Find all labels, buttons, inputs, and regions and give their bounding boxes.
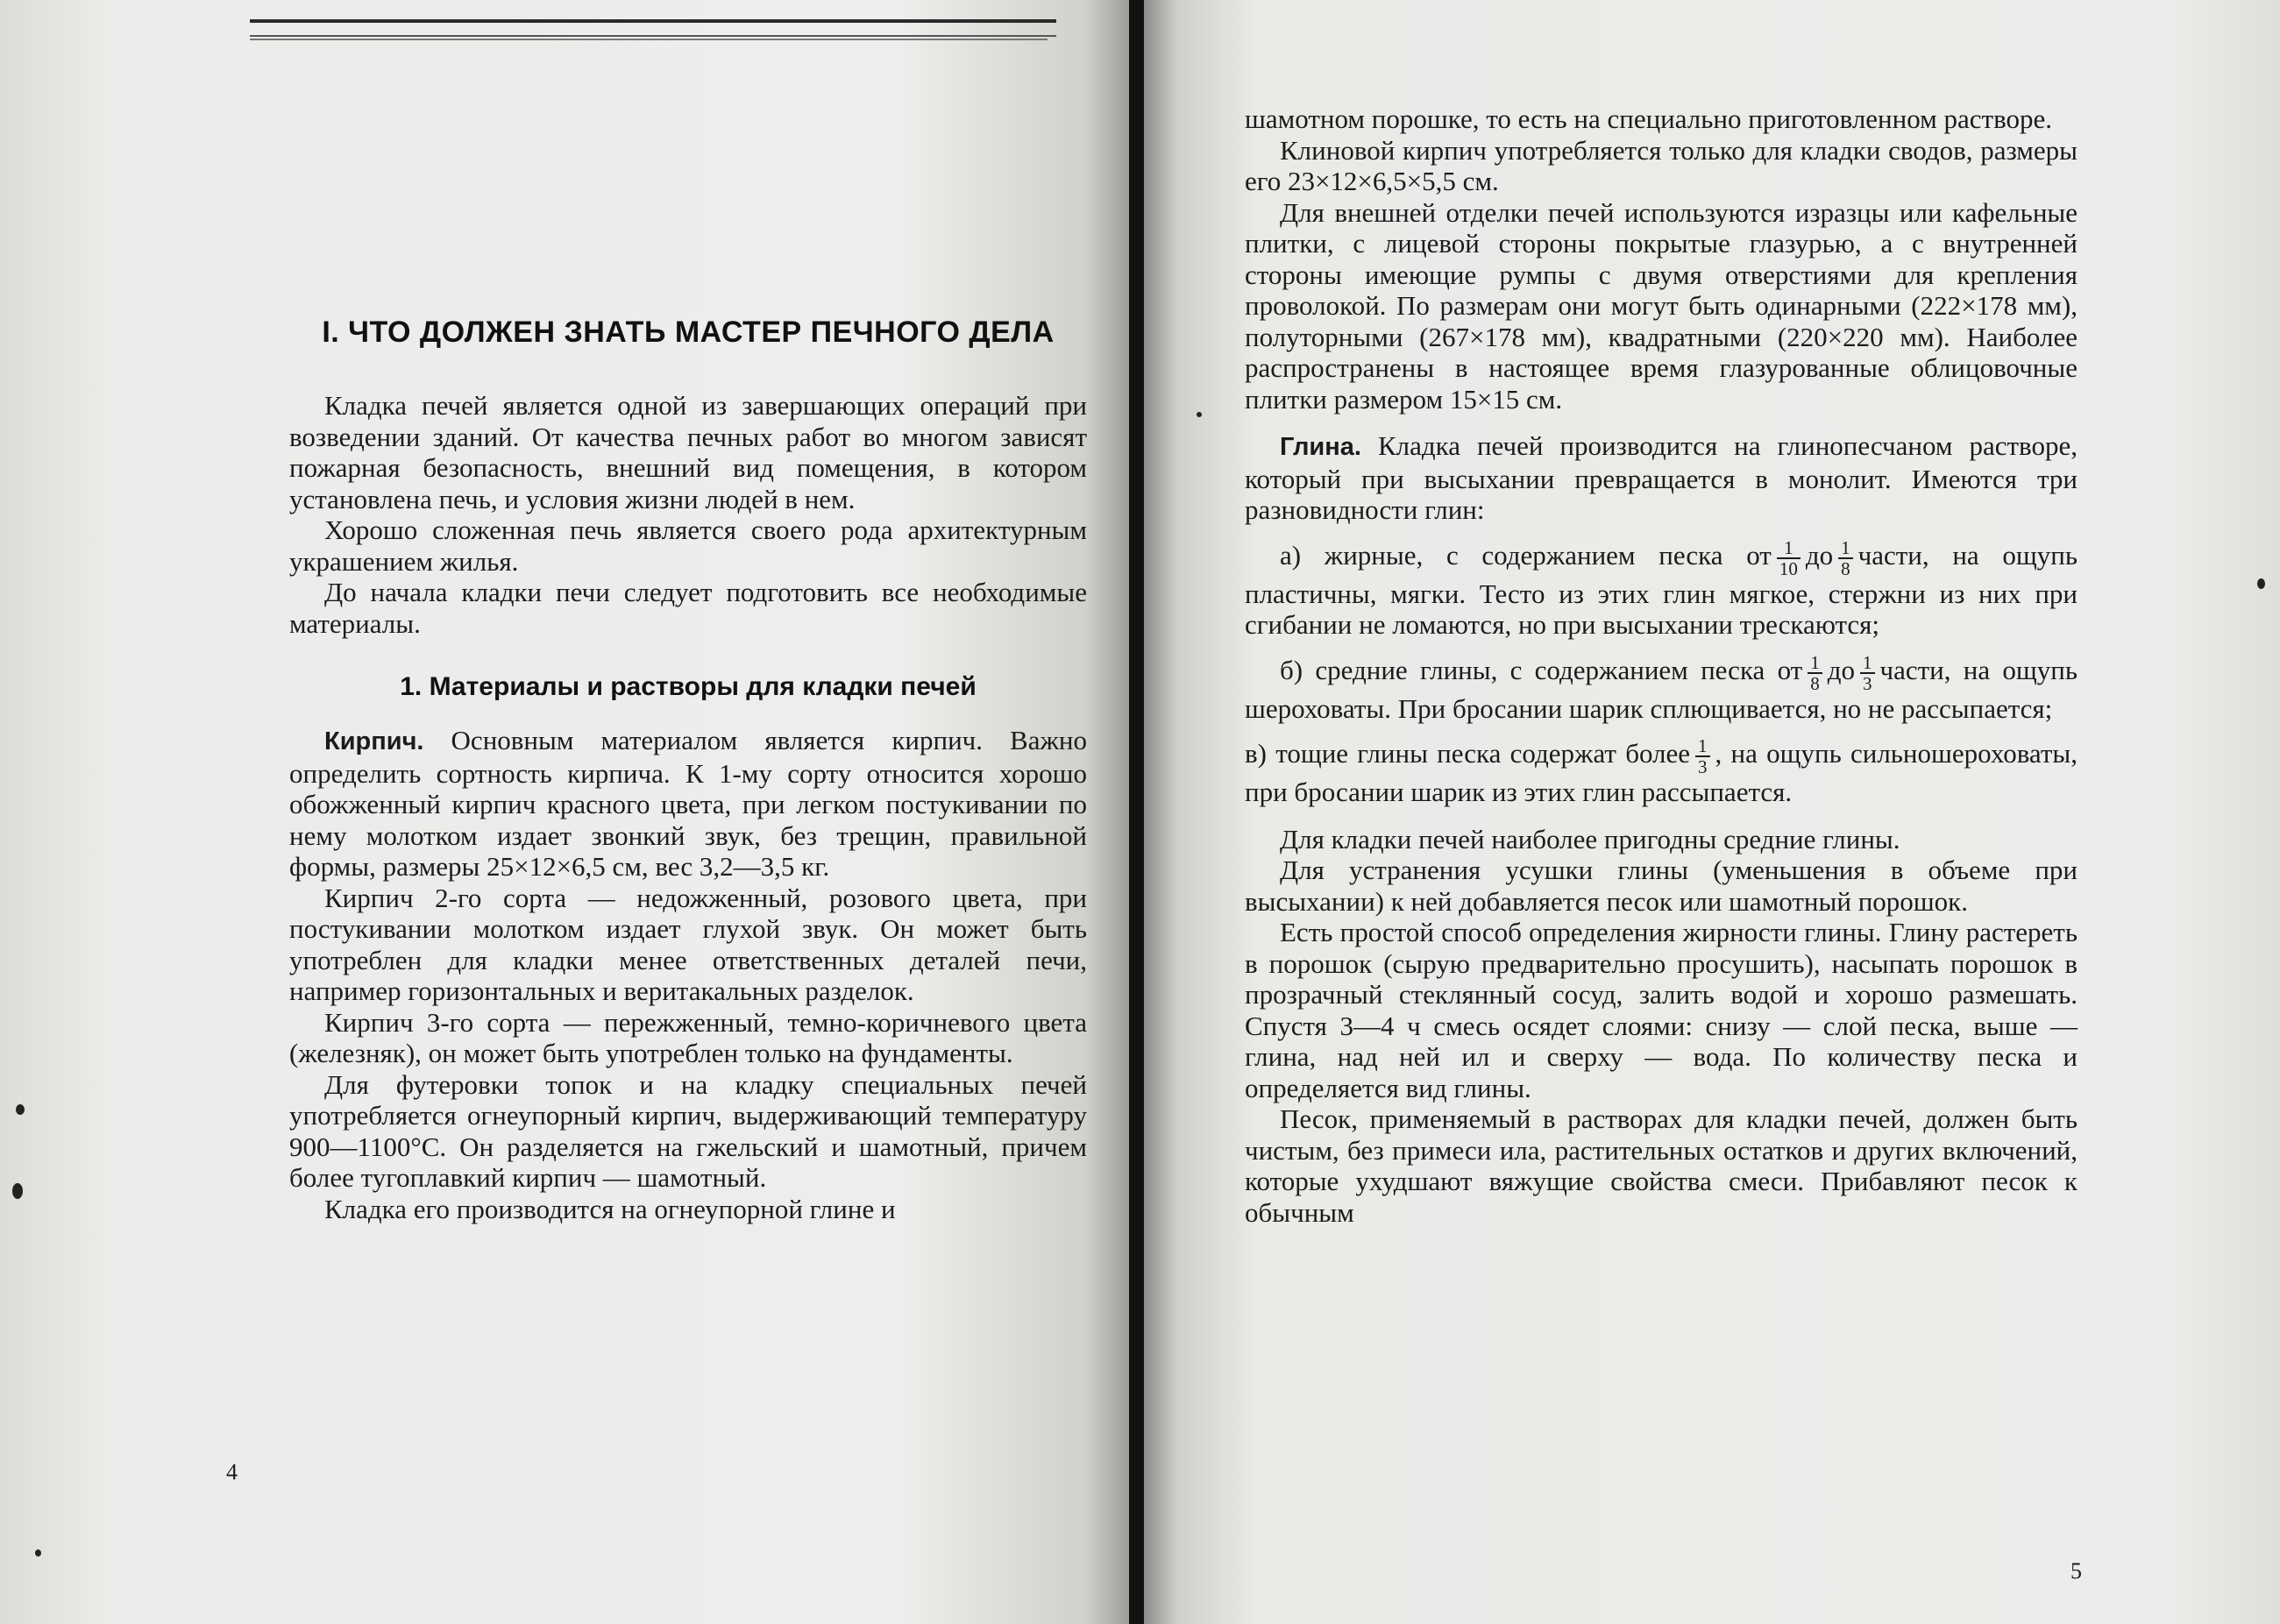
fraction	[1860, 653, 1875, 693]
left-page-content	[289, 316, 1087, 1224]
scan-speck	[35, 1550, 41, 1557]
paragraph: Песок, применяемый в растворах для кладки печей, должен быть чистым, без примеси ила, растительных остатков и других включений, которые ухудшают вяжущие свойства смеси. Прибавляют песок к обычным	[1245, 1103, 2078, 1228]
right-page-content	[1245, 103, 2078, 1228]
item-text: , на ощупь сильношероховаты, при бросании шарик из этих глин рассыпается.	[1245, 738, 2078, 807]
fraction-denominator: 3	[1698, 756, 1708, 777]
item-text: до	[1805, 539, 1834, 571]
clay-text: Кладка печей производится на глинопесчаном растворе, который при высыхании превращается в монолит. Имеются три разновидности глин:	[1245, 430, 2078, 525]
left-page	[0, 0, 1131, 1624]
fraction-denominator: 8	[1810, 672, 1820, 694]
item-text: до	[1827, 654, 1855, 685]
fraction-numerator: 1	[1860, 653, 1875, 674]
header-rule	[250, 19, 1056, 37]
paragraph: Клиновой кирпич употребляется только для кладки сводов, размеры его 23×12×6,5×5,5 см.	[1245, 134, 2078, 196]
item-text: в) тощие глины песка содержат более	[1245, 738, 1691, 769]
fraction	[1777, 538, 1801, 578]
item-text: а) жирные, с содержанием песка от	[1280, 539, 1772, 571]
paragraph: шамотном порошке, то есть на специально приготовленном растворе.	[1245, 103, 2053, 134]
header-rule-thin	[250, 39, 1048, 40]
brick-lead: Кирпич.	[324, 727, 424, 755]
paragraph: Кирпич 2-го сорта — недожженный, розового цвета, при постукивании молотком издает глухой звук. Он может быть употреблен для кладки менее ответственных деталей печи, например горизонтальных и веритакальных разделок.	[289, 882, 1087, 1006]
item-text: части, на ощупь пластичны, мягки. Тесто из этих глин мягкое, стержни из них при сгибании не ломаются, но при высыхании трескаются;	[1245, 539, 2078, 640]
paragraph-clay	[1245, 430, 2078, 526]
clay-lead: Глина.	[1280, 433, 1361, 461]
paragraph: Кладка его производится на огнеупорной глине и	[324, 1193, 896, 1224]
clay-item-c	[1245, 736, 2078, 808]
scan-speck	[16, 1104, 25, 1115]
paragraph: Для внешней отделки печей используются изразцы или кафельные плитки, с лицевой стороны покрытые глазурью, а с внутренней стороны имеющие румпы с двумя отверстиями для крепления проволокой. По размерам они могут быть одинарными (222×178 мм), полуторными (267×178 мм), квадратными (220×220 мм). Наиболее распространены в настоящее время глазурованные облицовочные плитки размером 15×15 см.	[1245, 196, 2078, 415]
chapter-title: I. ЧТО ДОЛЖЕН ЗНАТЬ МАСТЕР ПЕЧНОГО ДЕЛА	[322, 316, 1055, 349]
page-number-right: 5	[2070, 1558, 2082, 1584]
clay-item-a	[1245, 538, 2078, 641]
page-number-left: 4	[226, 1459, 238, 1485]
paragraph-brick	[289, 725, 1087, 883]
scan-speck	[2257, 578, 2265, 589]
scan-speck	[1197, 412, 1202, 417]
item-text: части, на ощупь шероховаты. При бросании шарик сплющивается, но не рассыпается;	[1245, 654, 2078, 724]
paragraph: До начала кладки печи следует подготовить все необходимые материалы.	[289, 577, 1087, 639]
fraction-numerator: 1	[1808, 653, 1822, 674]
paragraph: Для кладки печей наиболее пригодны средние глины.	[1280, 823, 1900, 855]
paragraph: Хорошо сложенная печь является своего рода архитектурным украшением жилья.	[289, 514, 1087, 577]
paragraph: Для устранения усушки глины (уменьшения в объеме при высыхании) к ней добавляется песок или шамотный порошок.	[1245, 855, 2078, 917]
fraction-numerator: 1	[1838, 538, 1853, 559]
fraction-denominator: 10	[1779, 557, 1798, 579]
fraction	[1808, 653, 1822, 693]
brick-text: Основным материалом является кирпич. Важно определить сортность кирпича. К 1-му сорту относится хорошо обожженный кирпич красного цвета, при легком постукивании по нему молотком издает звонкий звук, без трещин, правильной формы, размеры 25×12×6,5 см, вес 3,2—3,5 кг.	[289, 725, 1088, 882]
right-page	[1144, 0, 2280, 1624]
paragraph: Есть простой способ определения жирности глины. Глину растереть в порошок (сырую предварительно просушить), насыпать порошок в прозрачный стеклянный сосуд, залить водой и хорошо размешать. Спустя 3—4 ч смесь осядет слоями: снизу — слой песка, выше — глина, над ней ил и сверху — вода. По количеству песка и определяется вид глины.	[1245, 917, 2078, 1103]
paragraph: Для футеровки топок и на кладку специальных печей употребляется огнеупорный кирпич, выдерживающий температуру 900—1100°С. Он разделяется на гжельский и шамотный, причем более тугоплавкий кирпич — шамотный.	[289, 1068, 1087, 1193]
paragraph: Кладка печей является одной из завершающих операций при возведении зданий. От качества печных работ во многом зависят пожарная безопасность, внешний вид помещения, в котором установлена печь, и условия жизни людей в нем.	[289, 390, 1087, 514]
fraction-numerator: 1	[1777, 538, 1801, 559]
fraction-denominator: 3	[1863, 672, 1872, 694]
fraction	[1695, 736, 1710, 777]
item-text: б) средние глины, с содержанием песка от	[1280, 654, 1803, 685]
scan-speck	[12, 1183, 23, 1199]
clay-item-b	[1245, 653, 2078, 725]
fraction-denominator: 8	[1841, 557, 1850, 579]
fraction	[1838, 538, 1853, 578]
fraction-numerator: 1	[1695, 736, 1710, 757]
section-title: 1. Материалы и растворы для кладки печей	[400, 672, 977, 701]
paragraph: Кирпич 3-го сорта — пережженный, темно-коричневого цвета (железняк), он может быть употреблен только на фундаменты.	[289, 1006, 1087, 1068]
